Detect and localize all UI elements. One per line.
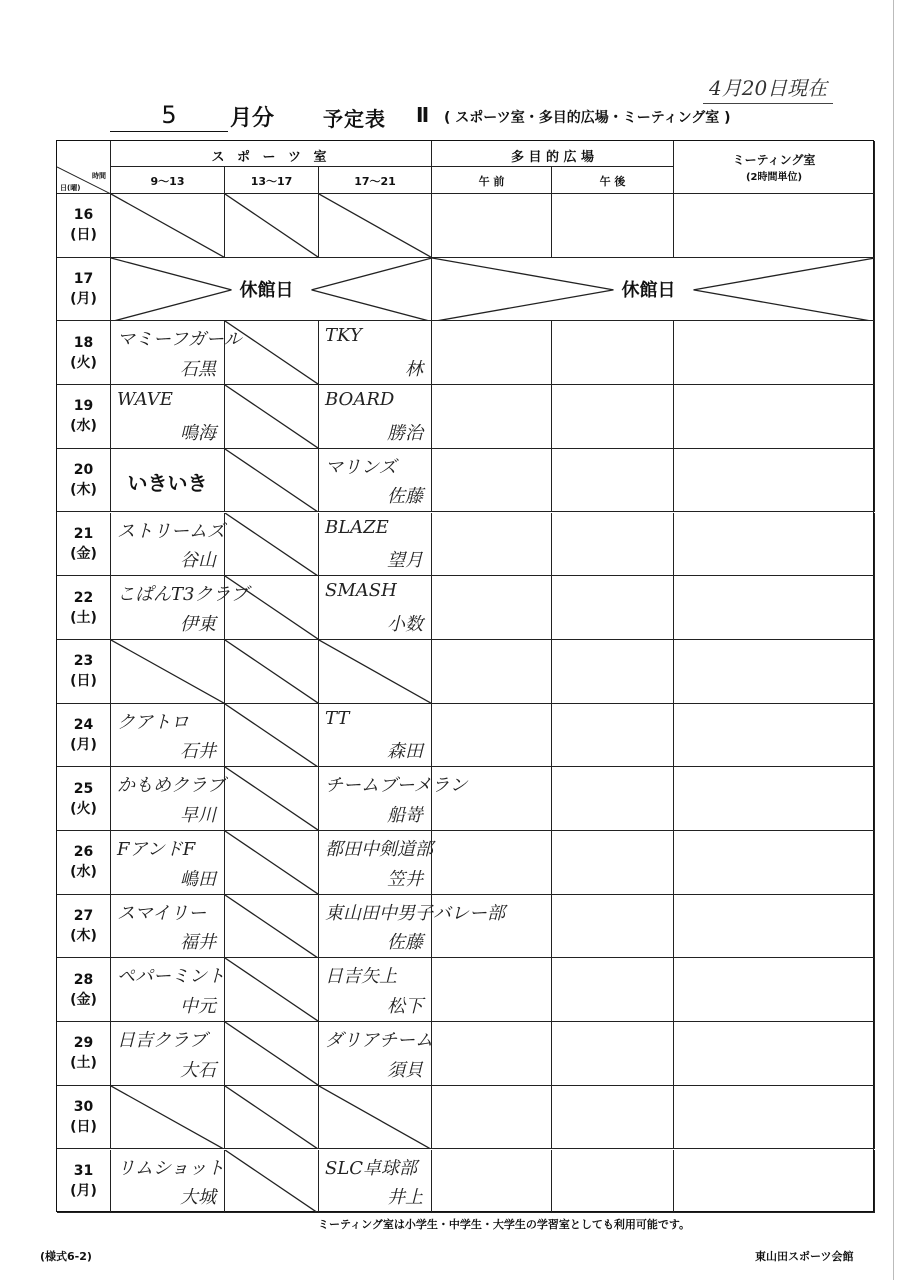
reservation-team: SMASH bbox=[325, 580, 397, 602]
reservation-team: マリンズ bbox=[325, 456, 397, 478]
plaza-pm-cell bbox=[552, 1086, 674, 1150]
slot-cell bbox=[111, 958, 225, 1022]
meeting-cell bbox=[674, 385, 875, 449]
day-of-week: (火) bbox=[70, 354, 97, 371]
reservation-person: 福井 bbox=[180, 932, 216, 954]
date-cell bbox=[57, 449, 111, 513]
plaza-am-cell bbox=[432, 1086, 552, 1150]
reservation-team: リムショット bbox=[117, 1157, 225, 1179]
day-number: 30 bbox=[73, 1099, 94, 1116]
reservation-person: 森田 bbox=[387, 741, 423, 763]
slot-cell bbox=[111, 1086, 225, 1150]
slot-cell bbox=[319, 321, 432, 385]
day-of-week: (火) bbox=[70, 800, 97, 817]
plaza-header bbox=[432, 141, 674, 167]
unavailable-diagonal bbox=[319, 1086, 432, 1150]
day-of-week: (土) bbox=[70, 609, 97, 626]
reservation-person: 伊東 bbox=[180, 613, 216, 635]
slot-cell bbox=[111, 640, 225, 704]
slot-cell bbox=[319, 1022, 432, 1086]
plaza-pm-cell bbox=[552, 704, 674, 768]
day-number: 18 bbox=[73, 334, 94, 351]
footnote: ミーティング室は小学生・中学生・大学生の学習室としても利用可能です。 bbox=[318, 1218, 691, 1231]
reservation-person: 松下 bbox=[387, 996, 423, 1018]
day-of-week: (月) bbox=[70, 291, 97, 308]
day-number: 20 bbox=[73, 462, 94, 479]
slot-cell bbox=[319, 895, 505, 959]
reservation-team: BOARD bbox=[325, 389, 395, 411]
plan-label: 予定表 bbox=[323, 107, 386, 131]
day-of-week: (日) bbox=[70, 1119, 97, 1136]
slot-cell bbox=[225, 321, 319, 385]
slot-cell bbox=[319, 194, 432, 258]
slot-cell bbox=[111, 704, 225, 768]
unavailable-diagonal bbox=[225, 321, 319, 385]
plaza-pm-cell bbox=[552, 194, 674, 258]
slot-cell bbox=[111, 385, 225, 449]
slot-header-17-21-label: 17～21 bbox=[354, 175, 396, 188]
reservation-team: クアトロ bbox=[117, 711, 189, 733]
unavailable-diagonal bbox=[225, 767, 319, 831]
reservation-team: かもめクラブ bbox=[117, 775, 225, 797]
unavailable-diagonal bbox=[111, 194, 225, 258]
slot-cell bbox=[111, 449, 225, 513]
reservation-person: 望月 bbox=[387, 550, 423, 572]
reservation-team: チームブーメラン bbox=[325, 775, 468, 797]
reservation-team: マミーフガール bbox=[117, 329, 242, 351]
sports-room-title: ス ポ ー ツ 室 bbox=[211, 150, 331, 165]
reservation-team: スマイリー bbox=[117, 902, 207, 924]
slot-cell bbox=[225, 895, 319, 959]
slot-cell bbox=[111, 513, 225, 577]
plaza-pm-header-label: 午 後 bbox=[599, 175, 626, 188]
unavailable-diagonal bbox=[225, 576, 319, 640]
reservation-person: 石井 bbox=[180, 741, 216, 763]
slot-cell bbox=[319, 449, 432, 513]
slot-cell bbox=[111, 831, 225, 895]
reservation-team: BLAZE bbox=[325, 516, 389, 538]
plaza-pm-cell bbox=[552, 640, 674, 704]
date-cell bbox=[57, 640, 111, 704]
plaza-am-cell bbox=[432, 321, 552, 385]
day-of-week: (月) bbox=[70, 736, 97, 753]
plaza-am-cell bbox=[432, 1150, 552, 1214]
reservation-team: SLC卓球部 bbox=[325, 1157, 418, 1179]
slot-header-13-17 bbox=[225, 167, 319, 194]
slot-cell bbox=[319, 767, 468, 831]
plaza-am-cell bbox=[432, 1022, 552, 1086]
reservation-person: 林 bbox=[405, 359, 423, 381]
day-number: 22 bbox=[73, 589, 94, 606]
reservation-team: ストリームズ bbox=[117, 520, 225, 542]
meeting-cell bbox=[674, 958, 875, 1022]
plaza-am-cell bbox=[432, 704, 552, 768]
reservation-person: 鳴海 bbox=[180, 422, 216, 444]
reservation-team: WAVE bbox=[117, 389, 173, 411]
plaza-pm-cell bbox=[552, 831, 674, 895]
day-number: 25 bbox=[73, 780, 94, 797]
plaza-pm-cell bbox=[552, 513, 674, 577]
reservation-person: 笠井 bbox=[387, 868, 423, 890]
meeting-title: ミーティング室 bbox=[732, 153, 816, 167]
meeting-cell bbox=[674, 513, 875, 577]
page-edge-line bbox=[893, 0, 894, 1280]
slot-header-17-21 bbox=[319, 167, 432, 194]
reservation-person: 勝治 bbox=[387, 422, 423, 444]
slot-cell bbox=[225, 385, 319, 449]
slot-cell bbox=[225, 704, 319, 768]
corner-day-label: 日(曜) bbox=[60, 184, 81, 192]
day-of-week: (木) bbox=[70, 928, 97, 945]
date-cell bbox=[57, 194, 111, 258]
slot-cell bbox=[111, 321, 242, 385]
reservation-person: 佐藤 bbox=[387, 486, 423, 508]
reservation-person: 中元 bbox=[180, 996, 216, 1018]
form-number: (様式6-2) bbox=[40, 1250, 92, 1263]
reservation-person: 嶋田 bbox=[180, 868, 216, 890]
reservation-team: FアンドF bbox=[117, 839, 196, 860]
unavailable-diagonal bbox=[225, 640, 319, 704]
reservation-person: 井上 bbox=[387, 1187, 423, 1209]
day-number: 21 bbox=[73, 525, 94, 542]
reservation-team: ペパーミント bbox=[117, 966, 225, 988]
plaza-am-cell bbox=[432, 576, 552, 640]
plaza-pm-cell bbox=[552, 895, 674, 959]
plaza-am-cell bbox=[432, 958, 552, 1022]
day-of-week: (土) bbox=[70, 1055, 97, 1072]
plaza-pm-cell bbox=[552, 1022, 674, 1086]
unavailable-diagonal bbox=[111, 1086, 225, 1150]
plaza-pm-cell bbox=[552, 958, 674, 1022]
slot-cell bbox=[319, 1086, 432, 1150]
date-cell bbox=[57, 385, 111, 449]
plaza-am-cell bbox=[432, 513, 552, 577]
slot-cell bbox=[319, 958, 432, 1022]
reservation-person: 佐藤 bbox=[387, 932, 423, 954]
slot-cell bbox=[111, 576, 249, 640]
plaza-pm-cell bbox=[552, 321, 674, 385]
plaza-am-cell bbox=[432, 767, 552, 831]
closed-plaza-meeting bbox=[432, 258, 875, 322]
title-subtitle: ( スポーツ室・多目的広場・ミーティング室 ) bbox=[444, 110, 731, 126]
day-of-week: (木) bbox=[70, 482, 97, 499]
day-number: 24 bbox=[73, 716, 94, 733]
reservation-person: 大石 bbox=[180, 1059, 216, 1081]
day-of-week: (金) bbox=[70, 545, 97, 562]
slot-cell bbox=[111, 1150, 225, 1214]
slot-cell bbox=[225, 767, 319, 831]
day-of-week: (水) bbox=[70, 418, 97, 435]
month-number: 5 bbox=[110, 101, 228, 132]
meeting-cell bbox=[674, 576, 875, 640]
meeting-unit: (2時間単位) bbox=[745, 172, 803, 183]
day-number: 23 bbox=[73, 653, 94, 670]
slot-cell bbox=[225, 1086, 319, 1150]
reservation-person: 石黒 bbox=[180, 359, 216, 381]
plaza-pm-cell bbox=[552, 576, 674, 640]
meeting-cell bbox=[674, 895, 875, 959]
slot-cell bbox=[319, 1150, 432, 1214]
slot-cell bbox=[111, 767, 225, 831]
date-cell bbox=[57, 958, 111, 1022]
plaza-am-cell bbox=[432, 449, 552, 513]
unavailable-diagonal bbox=[225, 1150, 319, 1214]
meeting-cell bbox=[674, 831, 875, 895]
date-cell bbox=[57, 321, 111, 385]
slot-cell bbox=[319, 576, 432, 640]
day-of-week: (金) bbox=[70, 991, 97, 1008]
plaza-pm-cell bbox=[552, 385, 674, 449]
meeting-cell bbox=[674, 449, 875, 513]
plaza-am-cell bbox=[432, 895, 552, 959]
slot-cell bbox=[225, 640, 319, 704]
plaza-am-cell bbox=[432, 640, 552, 704]
meeting-cell bbox=[674, 1022, 875, 1086]
closed-label: 休館日 bbox=[616, 276, 682, 302]
reservation-person: 小数 bbox=[387, 613, 423, 635]
unavailable-diagonal bbox=[225, 958, 319, 1022]
day-number: 29 bbox=[73, 1035, 94, 1052]
slot-cell bbox=[225, 449, 319, 513]
day-of-week: (月) bbox=[70, 1182, 97, 1199]
facility-name: 東山田スポーツ会館 bbox=[755, 1250, 854, 1263]
unavailable-diagonal bbox=[225, 385, 319, 449]
unavailable-diagonal bbox=[225, 1022, 319, 1086]
closed-sports bbox=[111, 258, 432, 322]
day-number: 27 bbox=[73, 908, 94, 925]
date-cell bbox=[57, 895, 111, 959]
day-of-week: (日) bbox=[70, 673, 97, 690]
plaza-pm-header bbox=[552, 167, 674, 194]
date-cell bbox=[57, 513, 111, 577]
slot-cell bbox=[225, 831, 319, 895]
slot-cell bbox=[111, 1022, 225, 1086]
date-cell bbox=[57, 1150, 111, 1214]
reservation-team: 日吉クラブ bbox=[117, 1030, 207, 1052]
unavailable-diagonal bbox=[319, 640, 432, 704]
sports-room-header bbox=[111, 141, 432, 167]
reservation-team: いきいき bbox=[127, 470, 208, 495]
unavailable-diagonal bbox=[225, 194, 319, 258]
date-cell bbox=[57, 576, 111, 640]
plaza-am-header bbox=[432, 167, 552, 194]
meeting-cell bbox=[674, 194, 875, 258]
meeting-cell bbox=[674, 1150, 875, 1214]
date-cell bbox=[57, 704, 111, 768]
status-date-stamp: 4月20日現在 bbox=[703, 72, 833, 104]
plaza-am-cell bbox=[432, 194, 552, 258]
reservation-team: 東山田中男子バレー部 bbox=[325, 902, 505, 924]
date-cell bbox=[57, 258, 111, 322]
date-cell bbox=[57, 767, 111, 831]
day-number: 26 bbox=[73, 844, 94, 861]
reservation-team: 都田中剣道部 bbox=[325, 839, 433, 860]
slot-header-9-13-label: 9～13 bbox=[150, 175, 185, 188]
date-cell bbox=[57, 1086, 111, 1150]
corner-time-label: 時間 bbox=[92, 172, 106, 180]
roman-numeral: Ⅱ bbox=[416, 103, 430, 127]
slot-cell bbox=[319, 640, 432, 704]
plaza-pm-cell bbox=[552, 1150, 674, 1214]
slot-cell bbox=[225, 958, 319, 1022]
meeting-cell bbox=[674, 704, 875, 768]
corner-cell bbox=[57, 141, 111, 194]
slot-cell bbox=[319, 704, 432, 768]
reservation-team: 日吉矢上 bbox=[325, 966, 397, 988]
slot-cell bbox=[111, 194, 225, 258]
plaza-am-header-label: 午 前 bbox=[478, 175, 505, 188]
unavailable-diagonal bbox=[225, 831, 319, 895]
reservation-person: 早川 bbox=[180, 804, 216, 826]
slot-cell bbox=[225, 1022, 319, 1086]
unavailable-diagonal bbox=[225, 895, 319, 959]
plaza-pm-cell bbox=[552, 449, 674, 513]
slot-cell bbox=[319, 385, 432, 449]
meeting-cell bbox=[674, 767, 875, 831]
unavailable-diagonal bbox=[225, 704, 319, 768]
closed-label: 休館日 bbox=[234, 276, 300, 302]
title-row bbox=[0, 0, 905, 135]
slot-cell bbox=[225, 194, 319, 258]
unavailable-diagonal bbox=[225, 513, 319, 577]
reservation-team: TKY bbox=[325, 325, 362, 347]
plaza-am-cell bbox=[432, 385, 552, 449]
date-cell bbox=[57, 831, 111, 895]
reservation-person: 船嵜 bbox=[387, 804, 423, 826]
meeting-cell bbox=[674, 640, 875, 704]
day-number: 16 bbox=[73, 207, 94, 224]
slot-cell bbox=[225, 513, 319, 577]
schedule-table bbox=[56, 140, 874, 1212]
meeting-cell bbox=[674, 1086, 875, 1150]
meeting-cell bbox=[674, 321, 875, 385]
day-number: 19 bbox=[73, 398, 94, 415]
unavailable-diagonal bbox=[111, 640, 225, 704]
reservation-person: 大城 bbox=[180, 1187, 216, 1209]
month-label: 月分 bbox=[230, 106, 275, 131]
plaza-title: 多 目 的 広 場 bbox=[510, 150, 595, 165]
slot-cell bbox=[111, 895, 225, 959]
reservation-person: 谷山 bbox=[180, 550, 216, 572]
slot-header-9-13 bbox=[111, 167, 225, 194]
slot-header-13-17-label: 13～17 bbox=[250, 175, 293, 188]
unavailable-diagonal bbox=[225, 449, 319, 513]
day-of-week: (水) bbox=[70, 864, 97, 881]
day-number: 31 bbox=[73, 1162, 94, 1179]
plaza-pm-cell bbox=[552, 767, 674, 831]
unavailable-diagonal bbox=[225, 1086, 319, 1150]
date-cell bbox=[57, 1022, 111, 1086]
reservation-team: ダリアチーム bbox=[325, 1030, 433, 1052]
slot-cell bbox=[225, 1150, 319, 1214]
slot-cell bbox=[319, 831, 432, 895]
reservation-person: 須貝 bbox=[387, 1059, 423, 1081]
slot-cell bbox=[319, 513, 432, 577]
day-number: 17 bbox=[73, 271, 94, 288]
slot-cell bbox=[225, 576, 319, 640]
meeting-header bbox=[674, 141, 875, 194]
reservation-team: TT bbox=[325, 707, 350, 729]
day-number: 28 bbox=[73, 971, 94, 988]
plaza-am-cell bbox=[432, 831, 552, 895]
reservation-team: こぱんT3クラブ bbox=[117, 584, 249, 606]
unavailable-diagonal bbox=[319, 194, 432, 258]
day-of-week: (日) bbox=[70, 227, 97, 244]
